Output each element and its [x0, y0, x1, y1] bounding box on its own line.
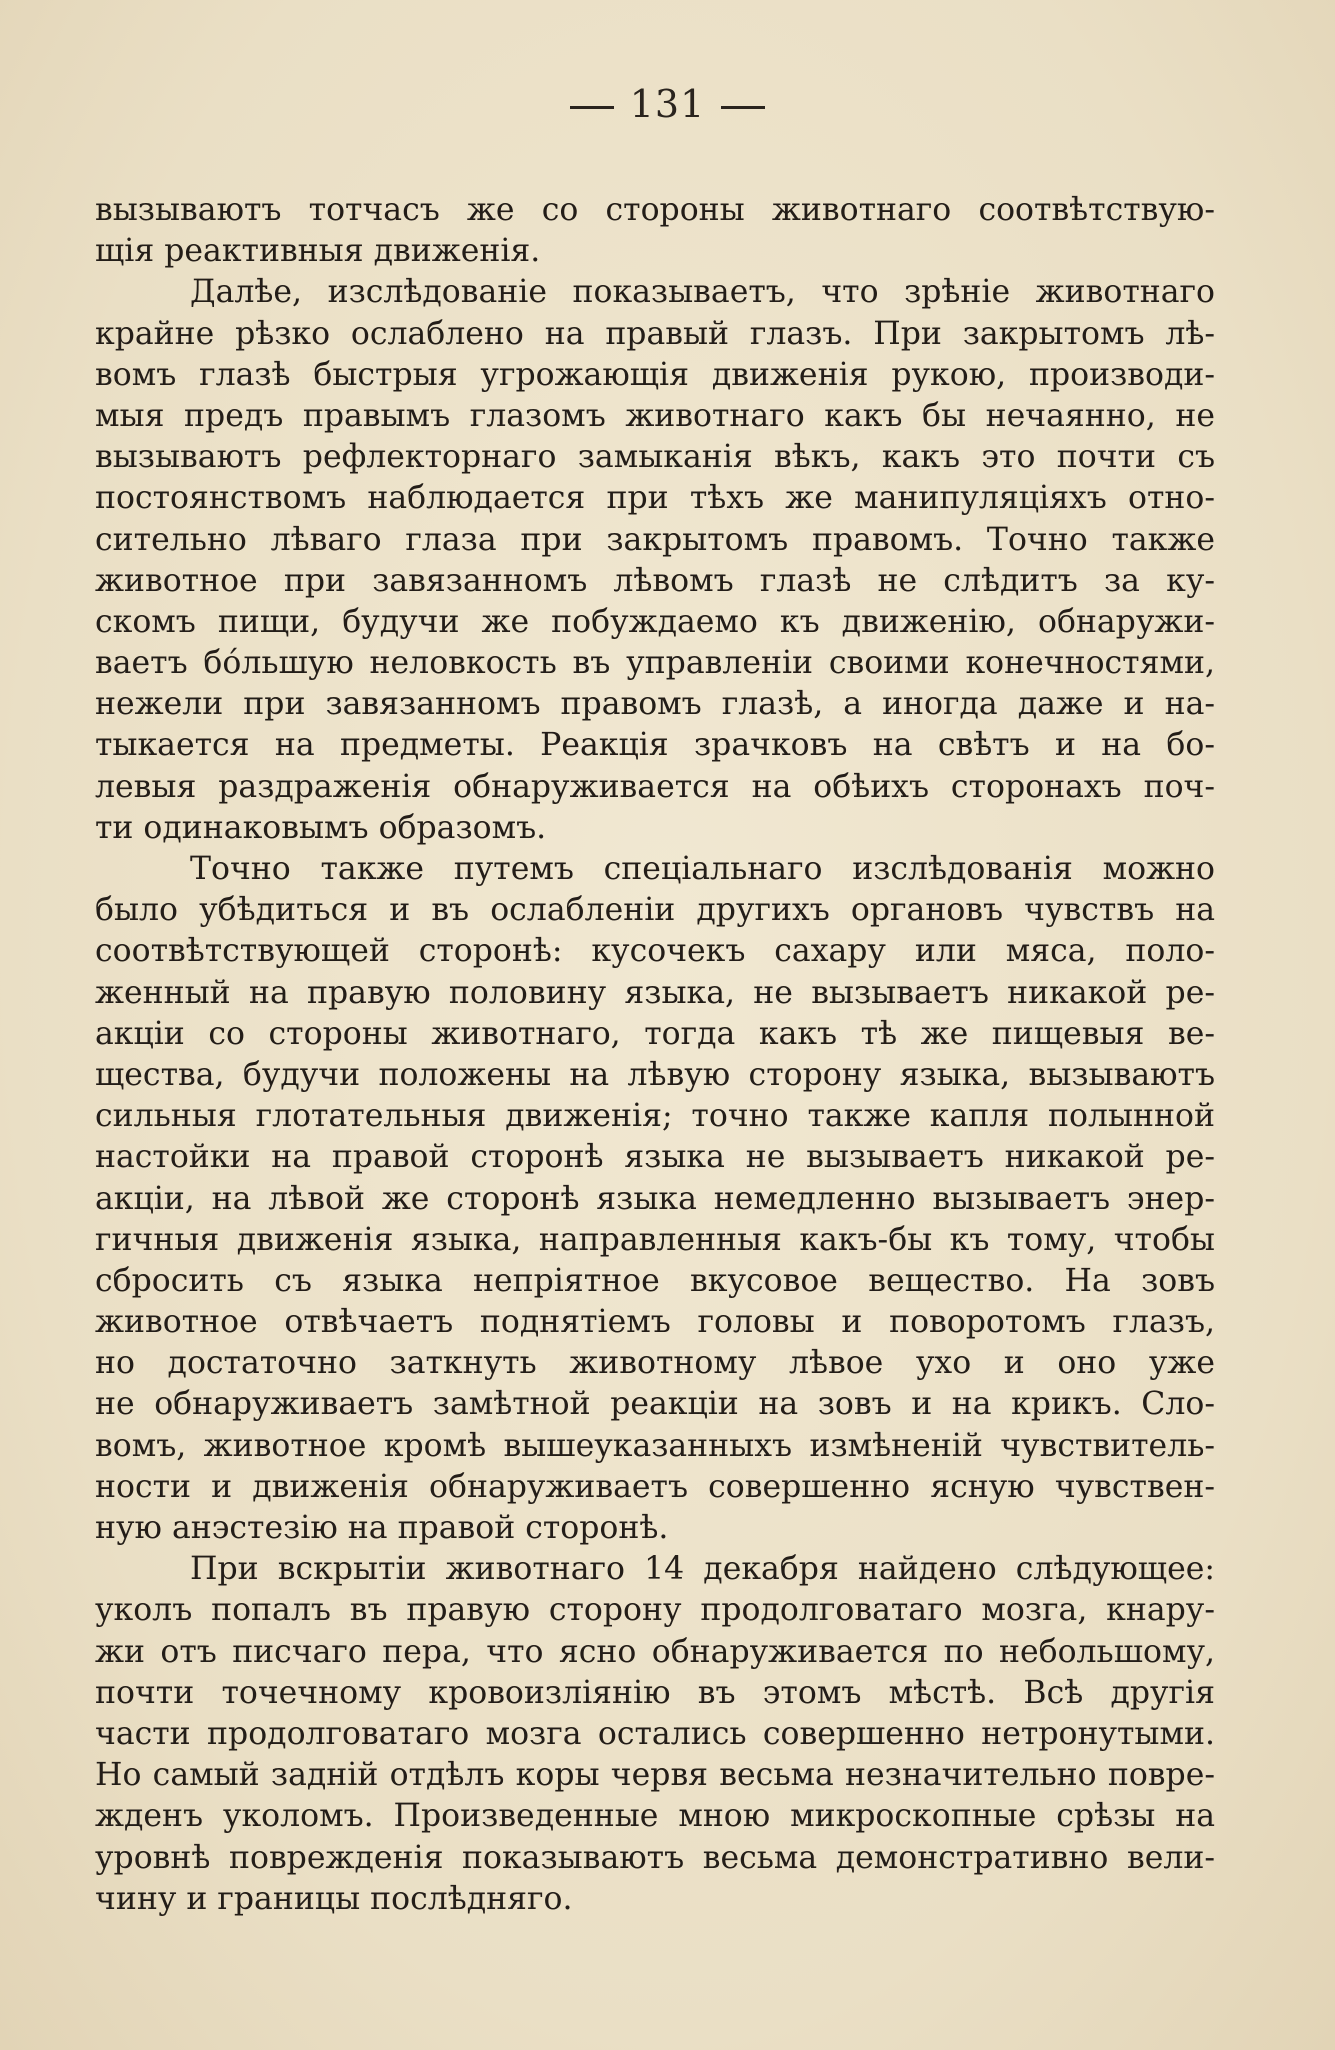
text-line: уровнѣ поврежденія показываютъ весьма демонстративно вели- — [95, 1839, 1215, 1876]
text-line: ности и движенія обнаруживаетъ совершенно ясную чувствен- — [95, 1468, 1215, 1505]
text-line: скомъ пищи, будучи же побуждаемо къ движенію, обнаружи- — [95, 603, 1215, 640]
text-line: вомъ, животное кромѣ вышеуказанныхъ измѣненій чувствитель- — [95, 1427, 1215, 1464]
page-number-header — [0, 82, 1335, 126]
text-line: животное при завязанномъ лѣвомъ глазѣ не слѣдитъ за ку- — [95, 562, 1215, 599]
text-line: соотвѣтствующей сторонѣ: кусочекъ сахару или мяса, поло- — [95, 933, 1215, 970]
text-line: акціи со стороны животнаго, тогда какъ тѣ же пищевыя ве- — [95, 1015, 1215, 1052]
text-line: нежели при завязанномъ правомъ глазѣ, а иногда даже и на- — [95, 686, 1215, 723]
page-number: 131 — [629, 82, 706, 126]
text-line: акціи, на лѣвой же сторонѣ языка немедленно вызываетъ энер- — [95, 1180, 1215, 1217]
body-text — [95, 190, 1215, 1920]
text-line: почти точечному кровоизліянію въ этомъ мѣстѣ. Всѣ другія — [95, 1674, 1215, 1711]
right-dash — [721, 106, 765, 109]
left-dash — [570, 106, 614, 109]
text-line: вызываютъ рефлекторнаго замыканія вѣкъ, какъ это почти съ — [95, 439, 1215, 476]
text-line: крайне рѣзко ослаблено на правый глазъ. При закрытомъ лѣ- — [95, 315, 1215, 352]
text-line: левыя раздраженія обнаруживается на обѣихъ сторонахъ поч- — [95, 768, 1215, 805]
text-line: ти одинаковымъ образомъ. — [95, 809, 547, 846]
text-line: гичныя движенія языка, направленныя какъ-бы къ тому, чтобы — [95, 1221, 1215, 1258]
text-line: животное отвѣчаетъ поднятіемъ головы и поворотомъ глазъ, — [95, 1304, 1215, 1341]
text-line: было убѣдиться и въ ослабленіи другихъ органовъ чувствъ на — [95, 892, 1215, 929]
text-line: постоянствомъ наблюдается при тѣхъ же манипуляціяхъ отно- — [95, 480, 1215, 517]
text-line: вомъ глазѣ быстрыя угрожающія движенія рукою, производи- — [95, 356, 1215, 393]
text-line: ваетъ бо́льшую неловкость въ управленіи своими конечностями, — [95, 645, 1215, 682]
text-line: мыя предъ правымъ глазомъ животнаго какъ бы нечаянно, не — [95, 397, 1215, 434]
text-line: части продолговатаго мозга остались совершенно нетронутыми. — [95, 1715, 1215, 1752]
text-line: тыкается на предметы. Реакція зрачковъ на свѣтъ и на бо- — [95, 727, 1215, 764]
text-line: вызываютъ тотчасъ же со стороны животнаго соотвѣтствую- — [95, 192, 1215, 228]
text-line: При вскрытіи животнаго 14 декабря найдено слѣдующее: — [190, 1551, 1215, 1588]
text-line: Но самый задній отдѣлъ коры червя весьма незначительно повре- — [95, 1757, 1215, 1794]
text-line: чину и границы послѣдняго. — [95, 1880, 573, 1917]
text-line: не обнаруживаетъ замѣтной реакціи на зовъ и на крикъ. Сло- — [95, 1386, 1215, 1423]
text-line: жденъ уколомъ. Произведенные мною микроскопные срѣзы на — [95, 1798, 1215, 1835]
text-line: Точно также путемъ спеціальнаго изслѣдованія можно — [190, 851, 1215, 887]
text-line: Далѣе, изслѣдованіе показываетъ, что зрѣніе животнаго — [190, 274, 1215, 311]
text-line: настойки на правой сторонѣ языка не вызываетъ никакой ре- — [95, 1139, 1215, 1176]
text-line: щества, будучи положены на лѣвую сторону языка, вызываютъ — [95, 1056, 1215, 1093]
text-line: но достаточно заткнуть животному лѣвое ухо и оно уже — [95, 1345, 1215, 1382]
text-line: щія реактивныя движенія. — [95, 233, 541, 270]
text-line: женный на правую половину языка, не вызываетъ никакой ре- — [95, 974, 1215, 1011]
text-line: ную анэстезію на правой сторонѣ. — [95, 1510, 669, 1546]
text-line: сбросить съ языка непріятное вкусовое вещество. На зовъ — [95, 1262, 1215, 1299]
text-line: сительно лѣваго глаза при закрытомъ правомъ. Точно также — [95, 521, 1215, 558]
text-line: сильныя глотательныя движенія; точно также капля полынной — [95, 1098, 1215, 1135]
text-line: жи отъ писчаго пера, что ясно обнаруживается по небольшому, — [95, 1633, 1215, 1670]
text-line: уколъ попалъ въ правую сторону продолговатаго мозга, кнару- — [95, 1592, 1215, 1629]
